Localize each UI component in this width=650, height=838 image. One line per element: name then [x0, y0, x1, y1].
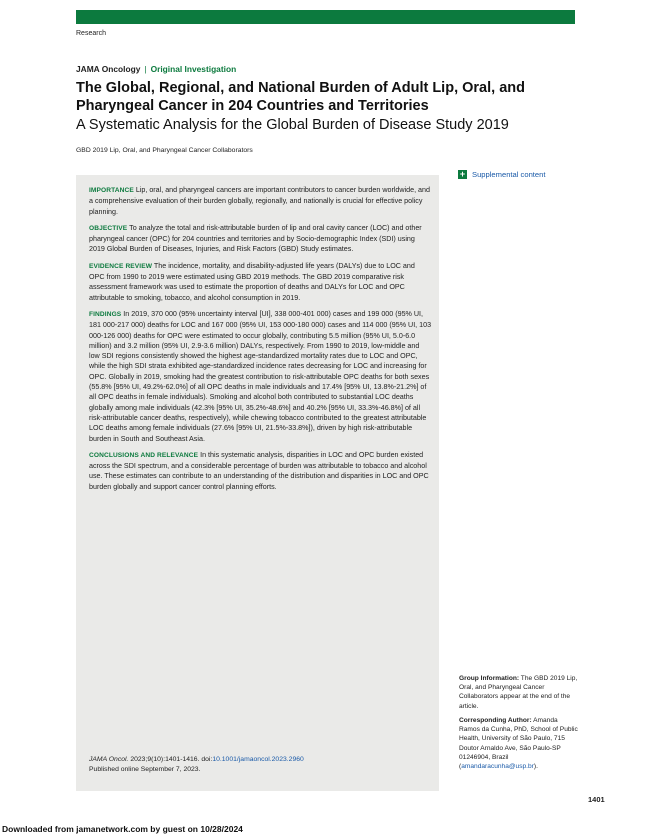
section-label: Research: [76, 30, 106, 37]
doi-link[interactable]: 10.1001/jamaoncol.2023.2960: [212, 756, 304, 763]
corresponding-text: Amanda Ramos da Cunha, PhD, School of Public Health, University of São Paulo, 715 Doutor Arnaldo Ave, São Paulo-SP 01246904, Brazil: [459, 717, 578, 761]
conclusions-heading: CONCLUSIONS AND RELEVANCE: [89, 451, 199, 459]
evidence-heading: EVIDENCE REVIEW: [89, 262, 153, 270]
plus-icon: +: [459, 169, 466, 179]
importance-text: Lip, oral, and pharyngeal cancers are important contributors to cancer burden worldwide, and a comprehensive evaluation of their burden globally, regionally, and nationally is crucial for effective policy planning.: [89, 186, 430, 216]
supplemental-content-link[interactable]: [458, 170, 545, 179]
findings-text: In 2019, 370 000 (95% uncertainty interval [UI], 338 000-401 000) cases and 199 000 (95% UI, 181 000-217 000) deaths for LOC and 167 000 (95% UI, 153 000-180 000) cases and 114 000 (95% UI, 103 000-126 000) deaths for OPC were estimated to occur globally, contributing 5.5 million (95% UI, 5.0-6.0 million) and 3.2 million (95% UI, 2.9-3.6 million) DALYs, respectively. From 1990 to 2019, low-middle and low SDI regions consistently showed the highest age-standardized mortality rates due to LOC and OPC, while the high SDI strata exhibited age-standardized incidence rates decreasing for LOC and increasing for OPC. Globally in 2019, smoking had the greatest contribution to risk-attributable OPC deaths for both sexes (55.8% [95% UI, 49.2%-62.0%] of all OPC deaths in male individuals and 17.4% [95% UI, 13.8%-21.2%] of all OPC deaths in female individuals). Smoking and alcohol both contributed to substantial LOC deaths globally among male individuals (42.3% [95% UI, 35.2%-48.6%] and 40.2% [95% UI, 33.3%-46.8%] of all risk-attributable cancer deaths, respectively), while chewing tobacco contributed to the greatest attributable LOC deaths among female individuals (27.6% [95% UI, 21.5%-33.8%]), driven by high risk-attributable burden in South and Southeast Asia.: [89, 309, 432, 443]
published-date: Published online September 7, 2023.: [89, 765, 201, 773]
objective-text: To analyze the total and risk-attributable burden of lip and oral cavity cancer (LOC) and other pharyngeal cancer (OPC) for 204 countries and territories and by Socio-demographic Index (SDI) using 2019 Global Burden of Diseases, Injuries, and Risk Factors (GBD) Study estimates.: [89, 223, 422, 254]
findings-heading: FINDINGS: [89, 310, 122, 318]
page-number: 1401: [588, 795, 605, 804]
abstract-objective: [89, 223, 432, 255]
objective-heading: OBJECTIVE: [89, 224, 128, 232]
abstract-evidence: [89, 261, 432, 303]
journal-name: JAMA Oncology: [76, 64, 141, 74]
importance-heading: IMPORTANCE: [89, 187, 134, 194]
abstract-conclusions: [89, 450, 432, 492]
article-title: The Global, Regional, and National Burden of Adult Lip, Oral, and Pharyngeal Cancer in 204 Countries and Territories: [76, 80, 525, 114]
evidence-text: The incidence, mortality, and disability-adjusted life years (DALYs) due to LOC and OPC from 1990 to 2019 were estimated using GBD 2019 methods. The GBD 2019 comparative risk assessment framework was used to estimate the proportion of deaths and DALYs for LOC and OPC attributable to smoking, tobacco, and alcohol consumption in 2019.: [89, 261, 415, 302]
header-bar: [76, 10, 575, 24]
author-email-link[interactable]: amandaracunha@usp.br: [461, 763, 534, 771]
citation-ref: 2023;9(10):1401-1416. doi:: [130, 756, 213, 763]
citation: [89, 755, 429, 774]
corresponding-label: Corresponding Author:: [459, 717, 532, 724]
article-type: Original Investigation: [150, 64, 237, 74]
author-byline: GBD 2019 Lip, Oral, and Pharyngeal Cancer Collaborators: [76, 147, 253, 154]
journal-line: [76, 64, 236, 74]
citation-journal: JAMA Oncol.: [89, 756, 129, 763]
supplemental-label[interactable]: Supplemental content: [472, 170, 546, 179]
article-subtitle: A Systematic Analysis for the Global Burden of Disease Study 2019: [76, 117, 509, 133]
separator: |: [144, 64, 147, 74]
abstract-findings: [89, 309, 432, 444]
corresponding-author: Corresponding Author: Amanda Ramos da Cunha, PhD, School of Public Health, University of São Paulo, 715 Doutor Arnaldo Ave, São Paulo-SP 01246904, Brazil (amandaracunha@usp.br).: [459, 717, 578, 771]
group-info-text: The GBD 2019 Lip, Oral, and Pharyngeal Cancer Collaborators appear at the end of the article.: [459, 675, 578, 710]
group-information: [459, 674, 579, 711]
abstract-importance: [89, 185, 432, 217]
group-info-label: Group Information:: [459, 675, 520, 682]
abstract-box: [76, 175, 439, 791]
conclusions-text: In this systematic analysis, disparities in LOC and OPC burden existed across the SDI spectrum, and a considerable percentage of burden was attributable to tobacco and alcohol use. These estimates can contribute to an understanding of the distribution and disparities in LOC and OPC burden globally and support cancer control planning efforts.: [89, 450, 429, 491]
download-notice: Downloaded from jamanetwork.com by guest on 10/28/2024: [2, 824, 243, 834]
